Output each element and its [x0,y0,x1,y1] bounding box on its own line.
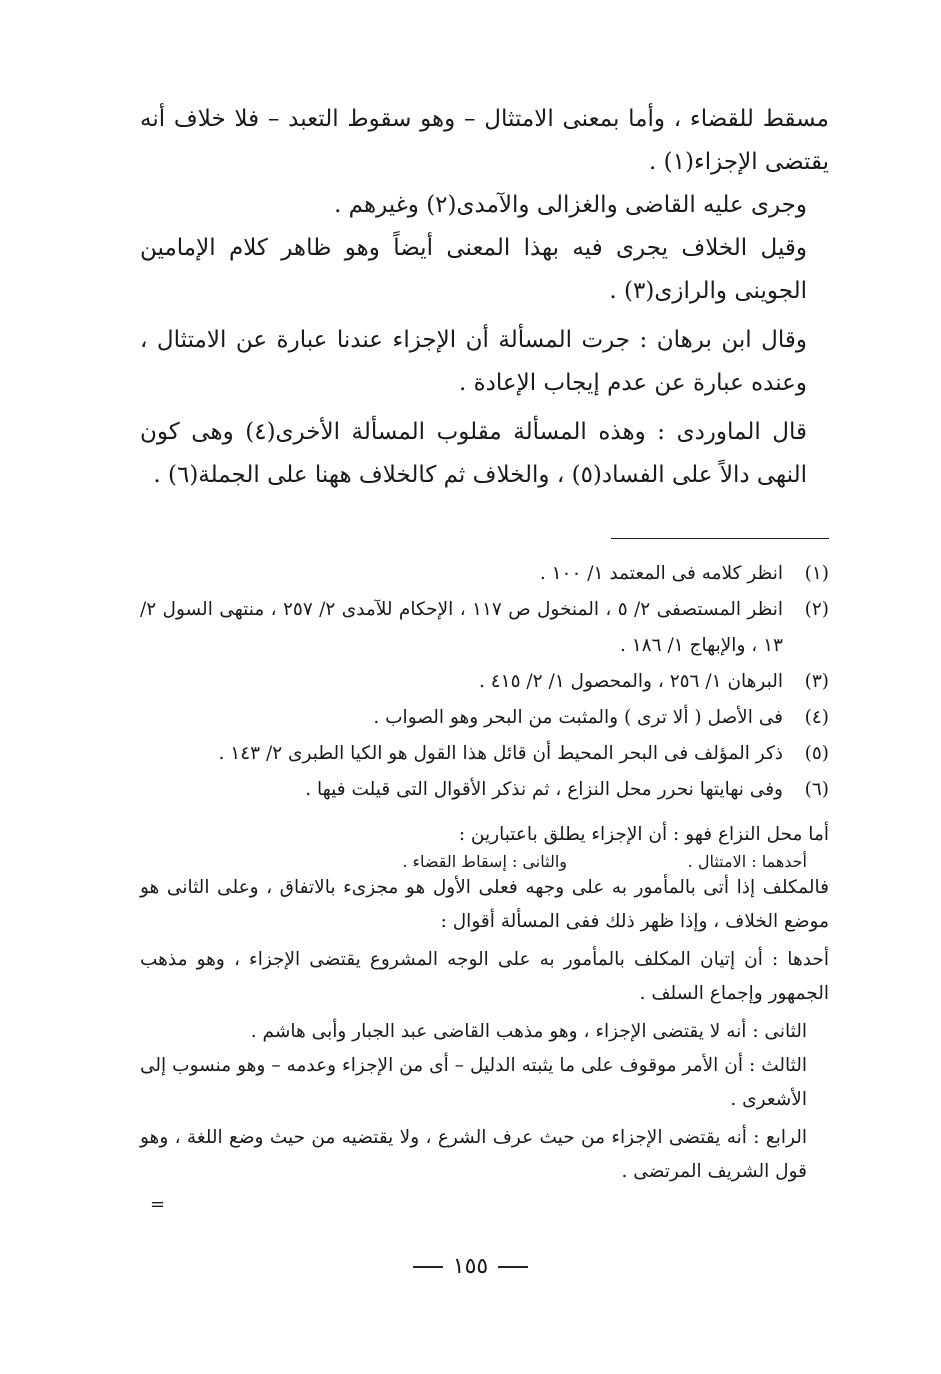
footnote-text: ذكر المؤلف فى البحر المحيط أن قائل هذا القول هو الكيا الطبرى ٢/ ١٤٣ . [218,743,783,764]
continuation-two-column [140,852,829,871]
footnote-text: انظر المستصفى ٢/ ٥ ، المنخول ص ١١٧ ، الإحكام للآمدى ٢/ ٢٥٧ ، منتهى السول ٢/ ١٣ ، والإبهاج ١/ ١٨٦ . [140,599,784,656]
continuation-line: الرابع : أنه يقتضى الإجزاء من حيث عرف الشرع ، ولا يقتضيه من حيث وضع اللغة ، وهو قول الشريف المرتضى . [140,1127,807,1182]
footnote-item [140,556,829,592]
footnote-text: فى الأصل ( ألا ترى ) والمثبت من البحر وهو الصواب . [373,707,783,728]
continuation-line: الثالث : أن الأمر موقوف على ما يثبته الدليل – أى من الإجزاء وعدمه – وهو منسوب إلى الأشعرى . [140,1055,807,1110]
paragraph-5: قال الماوردى : وهذه المسألة مقلوب المسألة الأخرى(٤) وهى كون النهى دالاً على الفساد(٥) ، والخلاف ثم كالخلاف ههنا على الجملة(٦) . [140,419,807,488]
continuation-col-first: أحدهما : الامتثال . [687,852,807,871]
main-text [140,98,829,497]
footnote-item [140,772,829,808]
paragraph-3: وقيل الخلاف يجرى فيه بهذا المعنى أيضاً وهو ظاهر كلام الإمامين الجوينى والرازى(٣) . [140,235,807,304]
footnote-number: (٤) [804,707,829,728]
paragraph-4: وقال ابن برهان : جرت المسألة أن الإجزاء عندنا عبارة عن الامتثال ، وعنده عبارة عن عدم إيجاب الإعادة . [140,327,807,396]
continuation-line: الثانى : أنه لا يقتضى الإجزاء ، وهو مذهب القاضى عبد الجبار وأبى هاشم . [250,1021,807,1042]
footnote-number: (٣) [804,671,829,692]
footnote-item [140,592,829,664]
page-number: ١٥٥ [452,1254,489,1279]
page-number-dash [413,1266,443,1268]
continuation-col-second: والثانى : إسقاط القضاء . [402,852,567,871]
footnote-number: (٥) [804,743,829,764]
footnote-continuation [140,818,829,1189]
footnote-number: (٢) [804,599,829,620]
footnote-text: وفى نهايتها نحرر محل النزاع ، ثم نذكر الأقوال التى قيلت فيها . [305,779,783,800]
continuation-mark: = [150,1194,166,1215]
continuation-line: فالمكلف إذا أتى بالمأمور به على وجهه فعلى الأول هو مجزىء بالاتفاق ، وعلى الثانى هو موضع الخلاف ، وإذا ظهر ذلك ففى المسألة أقوال : [140,877,829,932]
paragraph-1: مسقط للقضاء ، وأما بمعنى الامتثال – وهو سقوط التعبد – فلا خلاف أنه يقتضى الإجزاء(١) . [140,106,829,175]
footnote-item [140,700,829,736]
continuation-line: أما محل النزاع فهو : أن الإجزاء يطلق باعتبارين : [458,824,829,845]
page-number-dash [498,1266,528,1268]
footnote-text: انظر كلامه فى المعتمد ١/ ١٠٠ . [539,563,783,584]
footnote-divider [611,538,829,539]
footnotes [140,556,829,808]
footnote-number: (٦) [804,779,829,800]
paragraph-2: وجرى عليه القاضى والغزالى والآمدى(٢) وغيرهم . [334,192,807,218]
footnote-number: (١) [804,563,829,584]
footnote-item [140,736,829,772]
footnote-item [140,664,829,700]
continuation-line: أحدها : أن إتيان المكلف بالمأمور به على الوجه المشروع يقتضى الإجزاء ، وهو مذهب الجمهور وإجماع السلف . [140,949,829,1004]
page-number-footer [0,1254,941,1279]
footnote-text: البرهان ١/ ٢٥٦ ، والمحصول ١/ ٢/ ٤١٥ . [478,671,783,692]
